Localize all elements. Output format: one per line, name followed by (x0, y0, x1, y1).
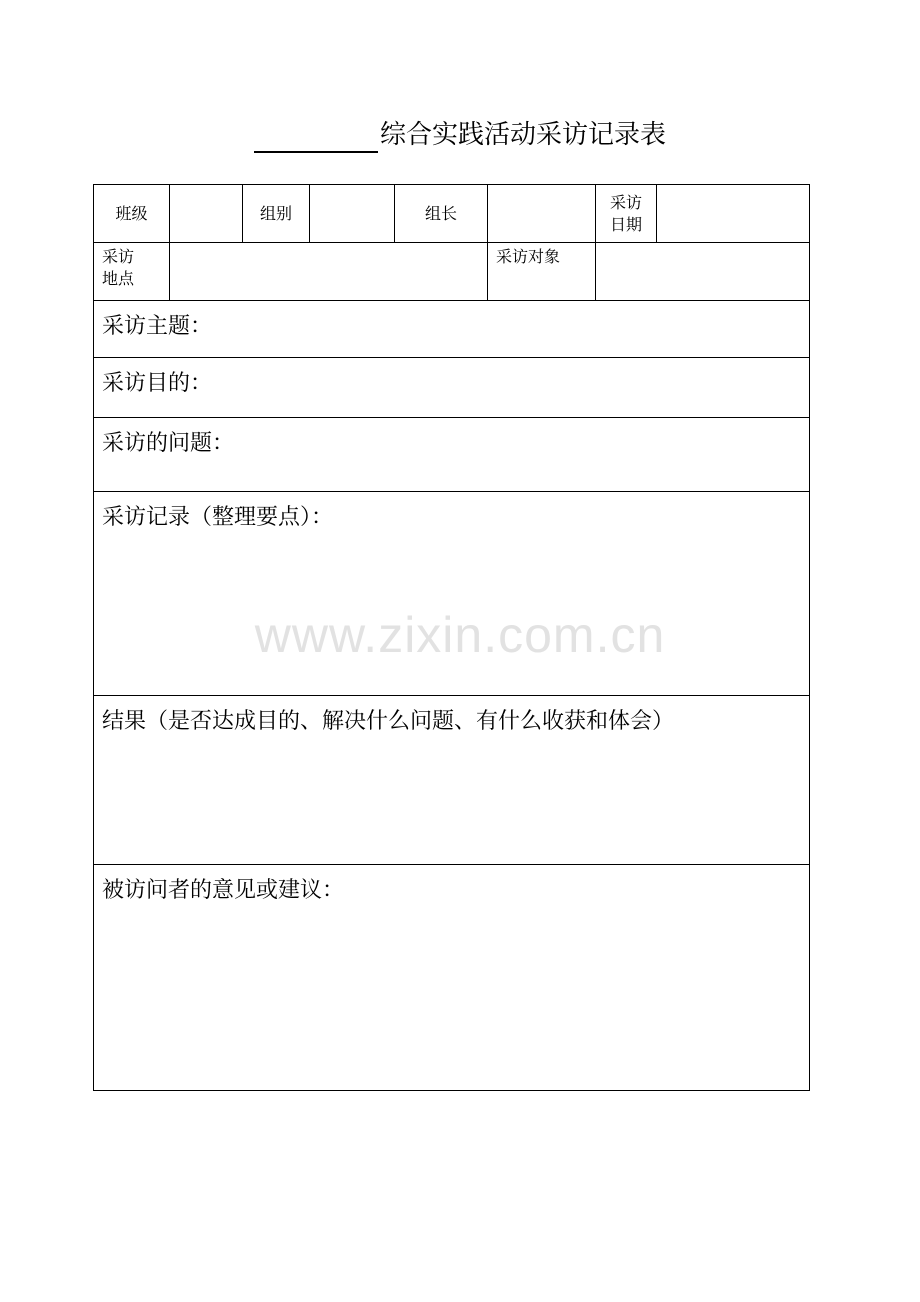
group-label: 组别 (243, 185, 310, 243)
leader-input-cell[interactable] (488, 185, 596, 243)
subject-label: 采访对象 (488, 243, 596, 301)
questions-field[interactable]: 采访的问题： (94, 418, 810, 492)
location-label: 采访 地点 (94, 243, 170, 301)
purpose-row (94, 358, 810, 418)
location-input-cell[interactable] (170, 243, 488, 301)
subject-input-cell[interactable] (596, 243, 810, 301)
title-text: 综合实践活动采访记录表 (379, 120, 666, 150)
purpose-field[interactable]: 采访目的： (94, 358, 810, 418)
opinions-row (94, 865, 810, 1091)
class-input-cell[interactable] (170, 185, 243, 243)
opinions-field[interactable]: 被访问者的意见或建议： (94, 865, 810, 1091)
page-title (0, 117, 920, 153)
class-label: 班级 (94, 185, 170, 243)
header-row (94, 185, 810, 243)
date-label: 采访 日期 (596, 185, 657, 243)
questions-row (94, 418, 810, 492)
result-row (94, 696, 810, 865)
result-field[interactable]: 结果（是否达成目的、解决什么问题、有什么收获和体会） (94, 696, 810, 865)
topic-field[interactable]: 采访主题： (94, 301, 810, 358)
record-field[interactable]: 采访记录（整理要点）： (94, 492, 810, 696)
leader-label: 组长 (395, 185, 488, 243)
location-row (94, 243, 810, 301)
record-row (94, 492, 810, 696)
group-input-cell[interactable] (310, 185, 395, 243)
date-input-cell[interactable] (657, 185, 810, 243)
watermark: www.zixin.com.cn (254, 607, 666, 663)
title-blank-line[interactable] (254, 121, 378, 153)
topic-row (94, 301, 810, 358)
interview-record-table (93, 184, 810, 1091)
